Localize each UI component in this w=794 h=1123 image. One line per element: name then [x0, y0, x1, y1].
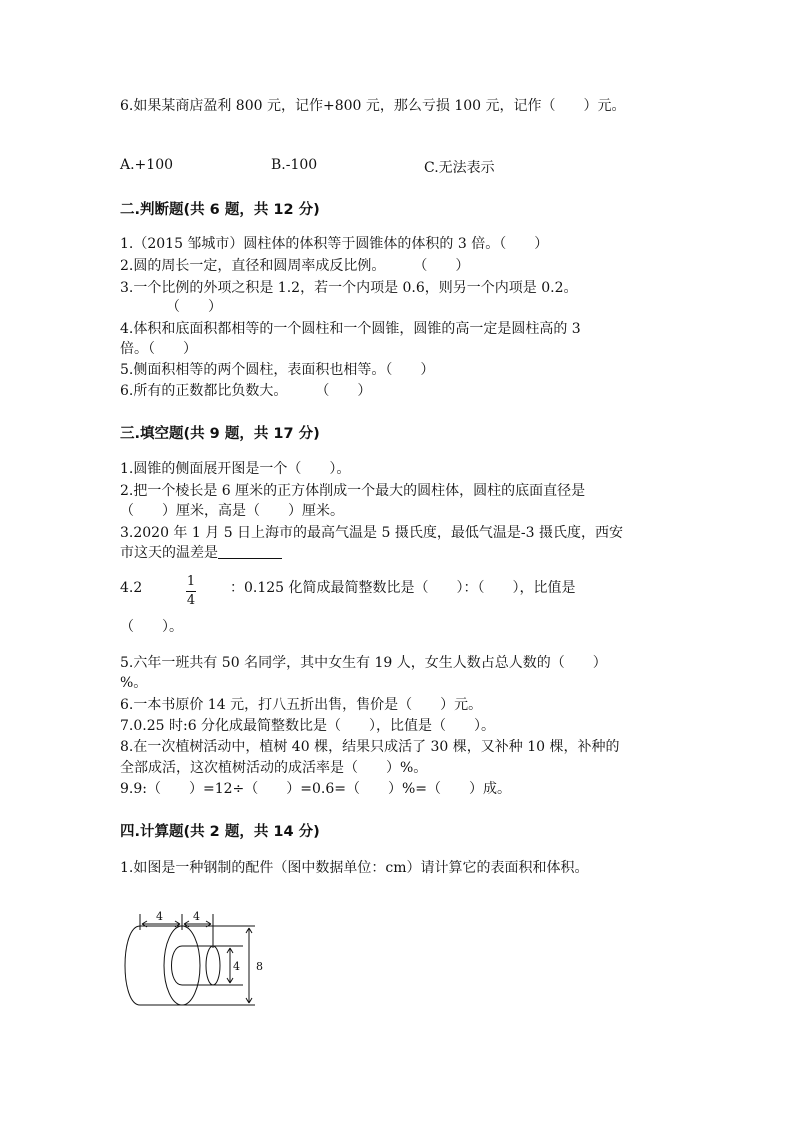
fraction-quarter — [186, 574, 196, 609]
judge-item-5: 5.侧面积相等的两个圆柱，表面积也相等。（ ） — [120, 362, 435, 378]
dim-label-2: 4 — [193, 910, 200, 923]
option-a: A.+100 — [120, 157, 174, 173]
judge-item-6: 6.所有的正数都比负数大。 （ ） — [120, 383, 372, 399]
fill-item-5: 5.六年一班共有 50 名同学，其中女生有 19 人，女生人数占总人数的（ ） — [120, 655, 607, 671]
fill-item-8: 8.在一次植树活动中，植树 40 棵，结果只成活了 30 棵，又补种 10 棵，补种的 — [120, 739, 620, 755]
fill-item-3: 3.2020 年 1 月 5 日上海市的最高气温是 5 摄氏度，最低气温是-3 摄氏度，西安 — [120, 525, 623, 541]
judge-item-3-cont: （ ） — [166, 299, 222, 315]
option-b: B.-100 — [271, 157, 318, 173]
question-6: 6.如果某商店盈利 800 元，记作+800 元，那么亏损 100 元，记作（ ）元。 — [120, 98, 626, 114]
fill-item-1: 1.圆锥的侧面展开图是一个（ ）。 — [120, 461, 351, 477]
answer-blank[interactable] — [218, 544, 282, 559]
section-4-title: 四.计算题(共 2 题，共 14 分) — [120, 824, 320, 840]
section-3-title: 三.填空题(共 9 题，共 17 分) — [120, 426, 320, 442]
dim-label-4: 8 — [256, 960, 263, 973]
fill-item-4-cont: （ ）。 — [120, 619, 183, 635]
fill-item-3-cont — [120, 544, 282, 562]
fill-item-6: 6.一本书原价 14 元，打八五折出售，售价是（ ）元。 — [120, 697, 483, 713]
section-2-title: 二.判断题(共 6 题，共 12 分) — [120, 202, 320, 218]
fill-item-2: 2.把一个棱长是 6 厘米的正方体削成一个最大的圆柱体，圆柱的底面直径是 — [120, 483, 586, 499]
fill-item-3-text: 市这天的温差是 — [120, 545, 218, 561]
fraction-denominator: 4 — [186, 593, 196, 608]
judge-item-4-cont: 倍。（ ） — [120, 341, 197, 357]
judge-item-3: 3.一个比例的外项之积是 1.2，若一个内项是 0.6，则另一个内项是 0.2。 — [120, 280, 578, 296]
fill-item-5-cont: %。 — [120, 675, 148, 691]
fill-item-4: ：0.125 化简成最简整数比是（ ）：（ ），比值是 — [230, 580, 576, 596]
option-c: C.无法表示 — [424, 160, 495, 176]
fill-item-4-prefix: 4.2 — [120, 580, 143, 596]
fill-item-2-cont: （ ）厘米，高是（ ）厘米。 — [120, 503, 344, 519]
judge-item-2: 2.圆的周长一定，直径和圆周率成反比例。 （ ） — [120, 258, 470, 274]
judge-item-1: 1.（2015 邹城市）圆柱体的体积等于圆锥体的体积的 3 倍。（ ） — [120, 236, 549, 252]
fill-item-9: 9.9:（ ）=12÷（ ）=0.6=（ ）%=（ ）成。 — [120, 781, 512, 797]
judge-item-4: 4.体积和底面积都相等的一个圆柱和一个圆锥，圆锥的高一定是圆柱高的 3 — [120, 321, 581, 337]
dim-label-3: 4 — [233, 960, 240, 973]
calc-item-1: 1.如图是一种钢制的配件（图中数据单位：cm）请计算它的表面积和体积。 — [120, 860, 589, 876]
steel-part-figure — [118, 908, 268, 1008]
dim-label-1: 4 — [156, 910, 163, 923]
fill-item-8-cont: 全部成活，这次植树活动的成活率是（ ）%。 — [120, 760, 428, 776]
fill-item-7: 7.0.25 时:6 分化成最简整数比是（ ），比值是（ ）。 — [120, 718, 496, 734]
fraction-numerator: 1 — [186, 574, 196, 589]
